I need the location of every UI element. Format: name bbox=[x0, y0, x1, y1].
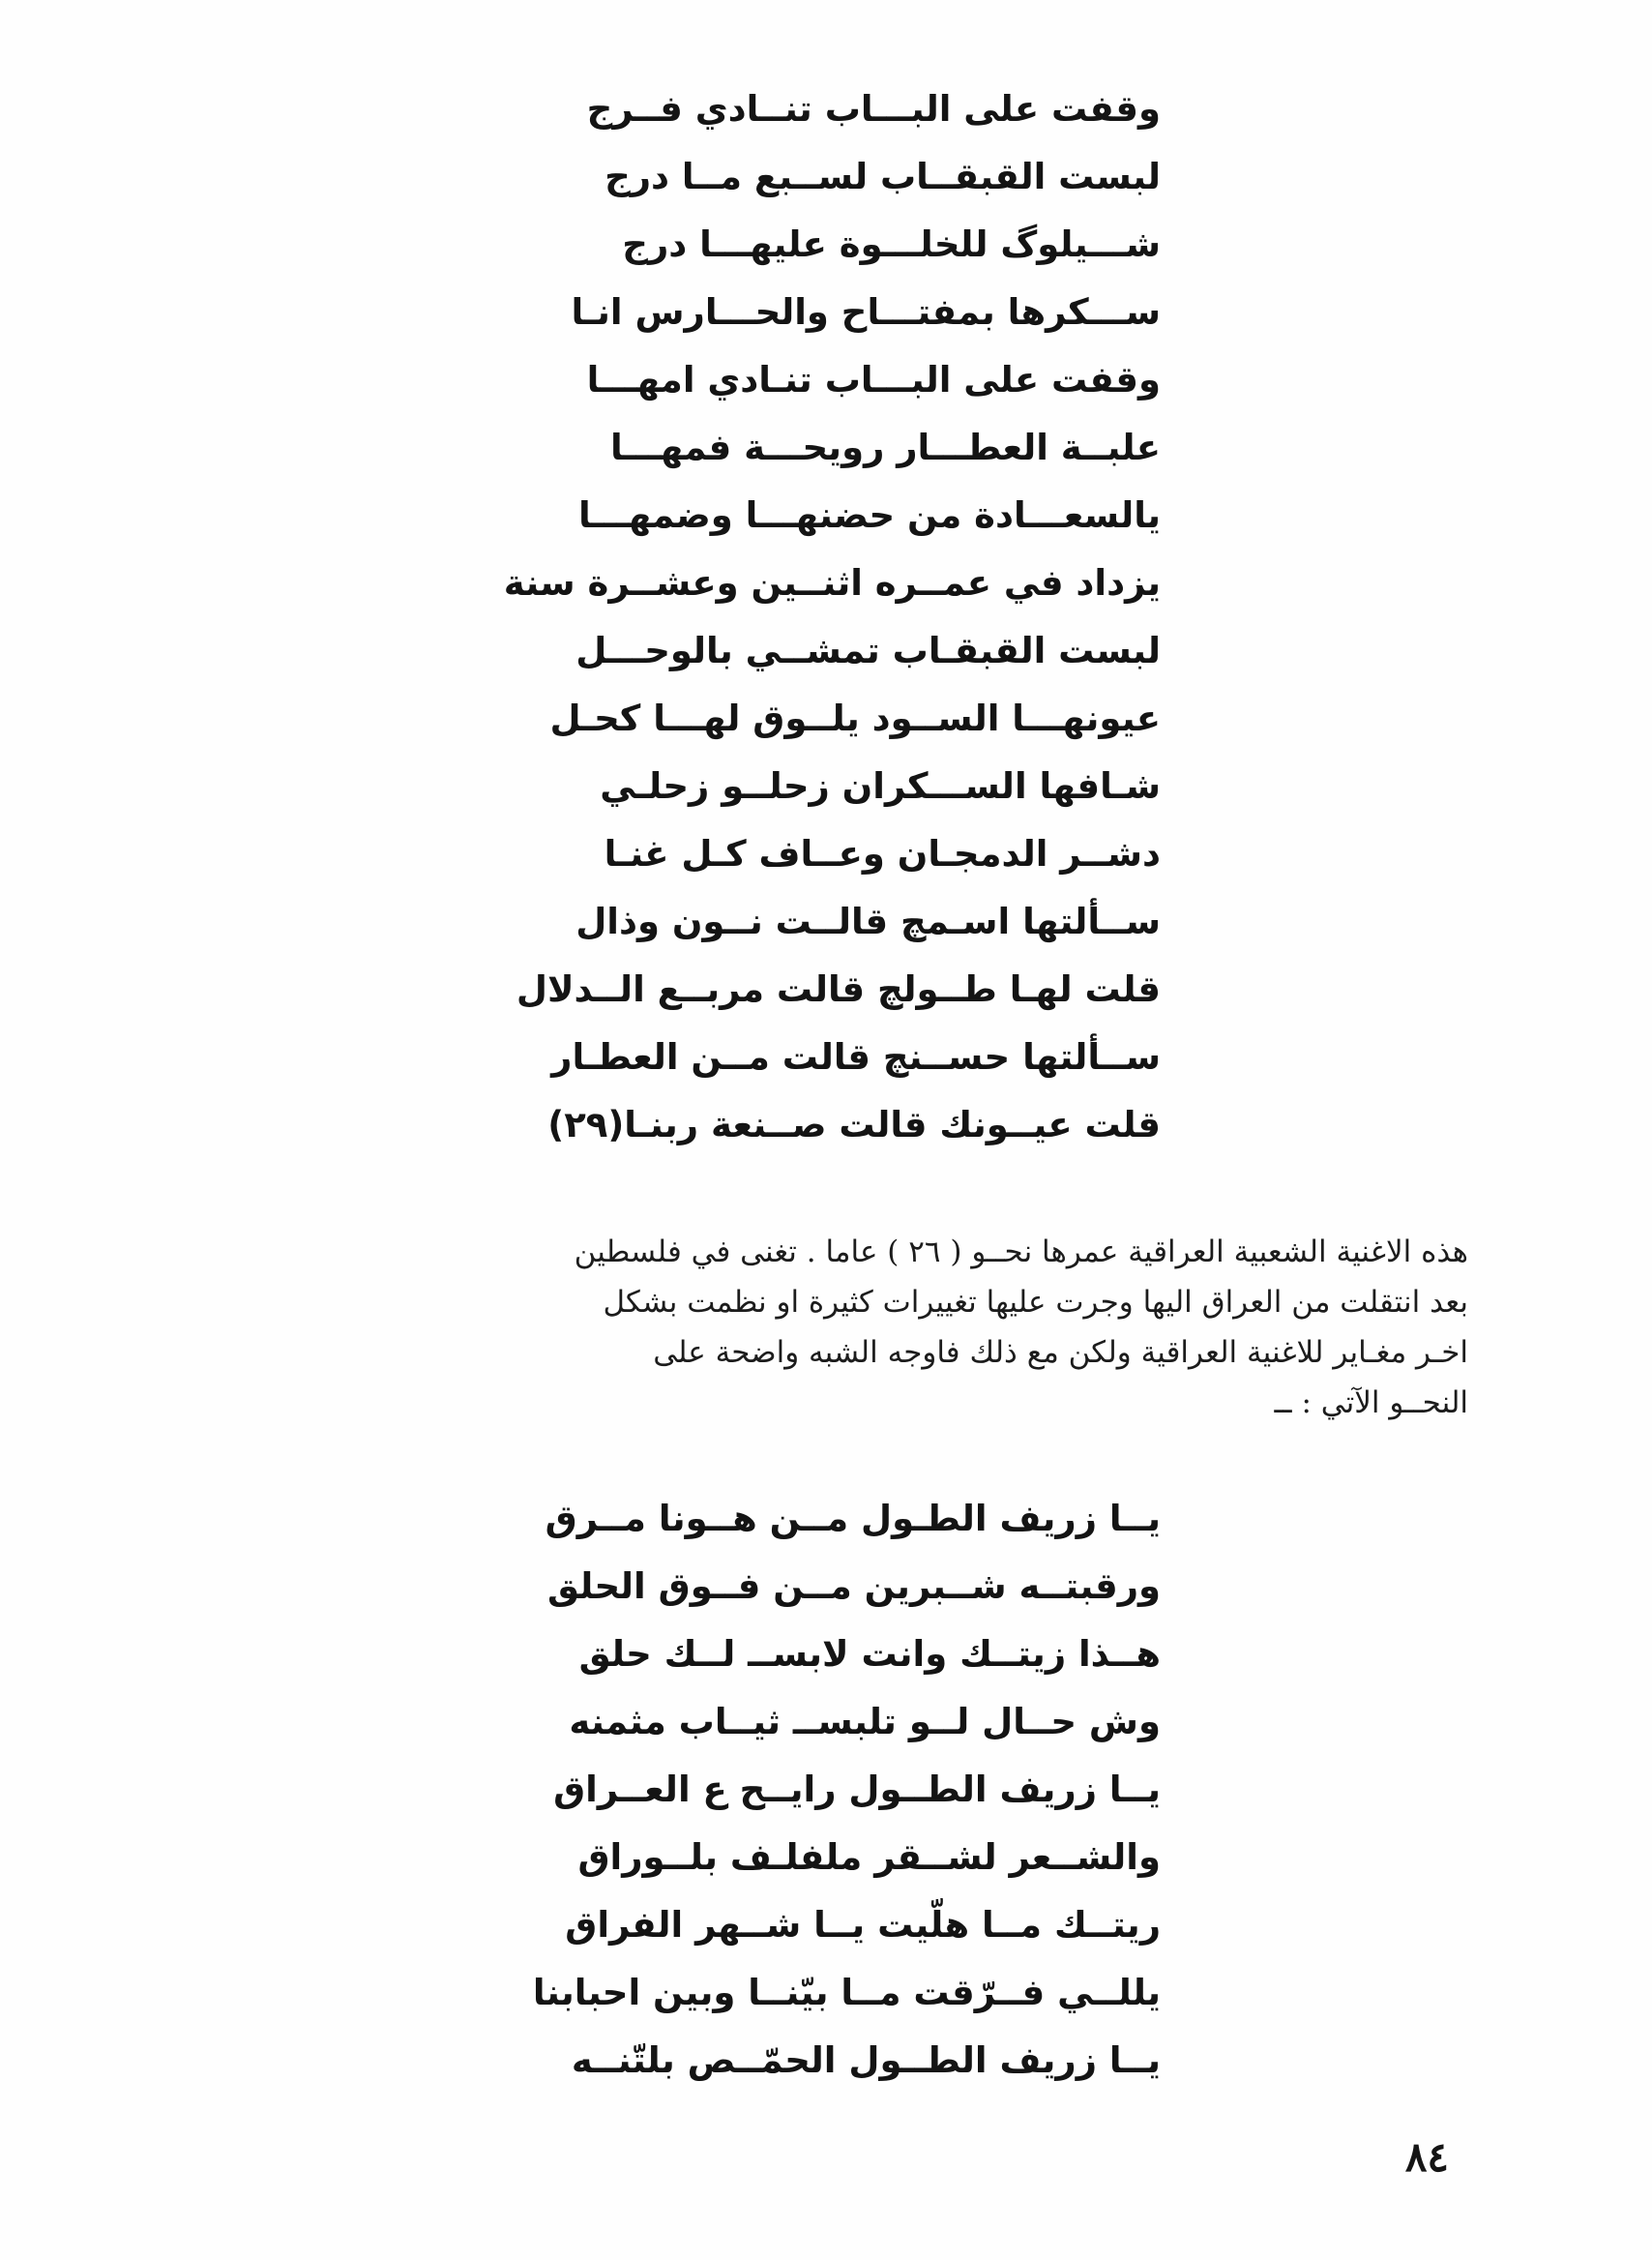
prose-line: اخـر مغـاير للاغنية العراقية ولكن مع ذلك فاوجه الشبه واضحة على bbox=[653, 1335, 1468, 1370]
poem-block-1 bbox=[464, 75, 1161, 1159]
poem-line: قلت عيــونك قالت صــنعة ربنـا(٢٩) bbox=[547, 1104, 1161, 1145]
poem-line: يالسعـــادة من حضنهـــا وضمهـــا bbox=[577, 494, 1161, 536]
poem-line: لبست القبقــاب لســبع مــا درج bbox=[605, 156, 1161, 197]
poem-line: ســألتها اسـمچ قالــت نــون وذال bbox=[575, 901, 1161, 942]
poem-line: ورقبتــه شــبرين مــن فــوق الحلق bbox=[547, 1565, 1161, 1607]
prose-line: النحــو الآتي : ــ bbox=[1274, 1385, 1468, 1420]
poem-line: وقفت على البـــاب تنـادي امهـــا bbox=[586, 359, 1161, 401]
poem-line: يــا زريف الطــول الحمّــص بلتّنــه bbox=[571, 2039, 1161, 2081]
poem-line: يللــي فــرّقت مــا بيّنــا وبين احبابنا bbox=[532, 1972, 1161, 2013]
poem-line: علبــة العطـــار رويحـــة فمهـــا bbox=[609, 427, 1161, 468]
poem-line: هــذا زيتــك وانت لابســ لــك حلق bbox=[578, 1633, 1161, 1675]
poem-line: دشــر الدمجـان وعــاف كـل غنـا bbox=[604, 833, 1161, 875]
prose-line: بعد انتقلت من العراق اليها وجرت عليها تغييرات كثيرة او نظمت بشكل bbox=[603, 1285, 1468, 1320]
poem-line: والشــعر لشــقر ملفلـف بلــوراق bbox=[577, 1836, 1161, 1878]
poem-line: ريتــك مــا هلّيت يــا شــهر الفراق bbox=[565, 1904, 1161, 1946]
prose-line: هذه الاغنية الشعبية العراقية عمرها نحــو ( ٢٦ ) عاما . تغنى في فلسطين bbox=[574, 1234, 1468, 1269]
poem-line: وش حــال لــو تلبســ ثيــاب مثمنه bbox=[569, 1701, 1161, 1742]
poem-line: ســألتها حســنچ قالت مــن العطـار bbox=[551, 1036, 1161, 1078]
poem-block-2 bbox=[464, 1485, 1161, 2095]
poem-line: عيونهـــا الســود يلــوق لهـــا كحـل bbox=[549, 698, 1161, 739]
poem-line: يــا زريف الطــول رايــح ع العــراق bbox=[553, 1769, 1161, 1810]
poem-line: لبست القبقـاب تمشــي بالوحـــل bbox=[575, 630, 1161, 671]
poem-line: قلت لهـا طــولچ قالت مربــع الــدلال bbox=[516, 968, 1161, 1010]
poem-line: شـــيلوگ للخلـــوة عليهـــا درج bbox=[622, 223, 1161, 265]
poem-line: ســـكرها بمفتـــاح والحـــارس انـا bbox=[571, 291, 1161, 333]
prose-paragraph bbox=[192, 1227, 1468, 1428]
poem-line: يــا زريف الطـول مــن هــونا مــرق bbox=[545, 1498, 1161, 1539]
page-number: ٨٤ bbox=[1404, 2133, 1449, 2181]
poem-line: وقفت على البـــاب تنــادي فــرج bbox=[586, 88, 1161, 130]
poem-line: يزداد في عمــره اثنــين وعشــرة سنة bbox=[503, 562, 1161, 604]
poem-line: شـافها الســـكران زحلــو زحلـي bbox=[600, 765, 1161, 807]
